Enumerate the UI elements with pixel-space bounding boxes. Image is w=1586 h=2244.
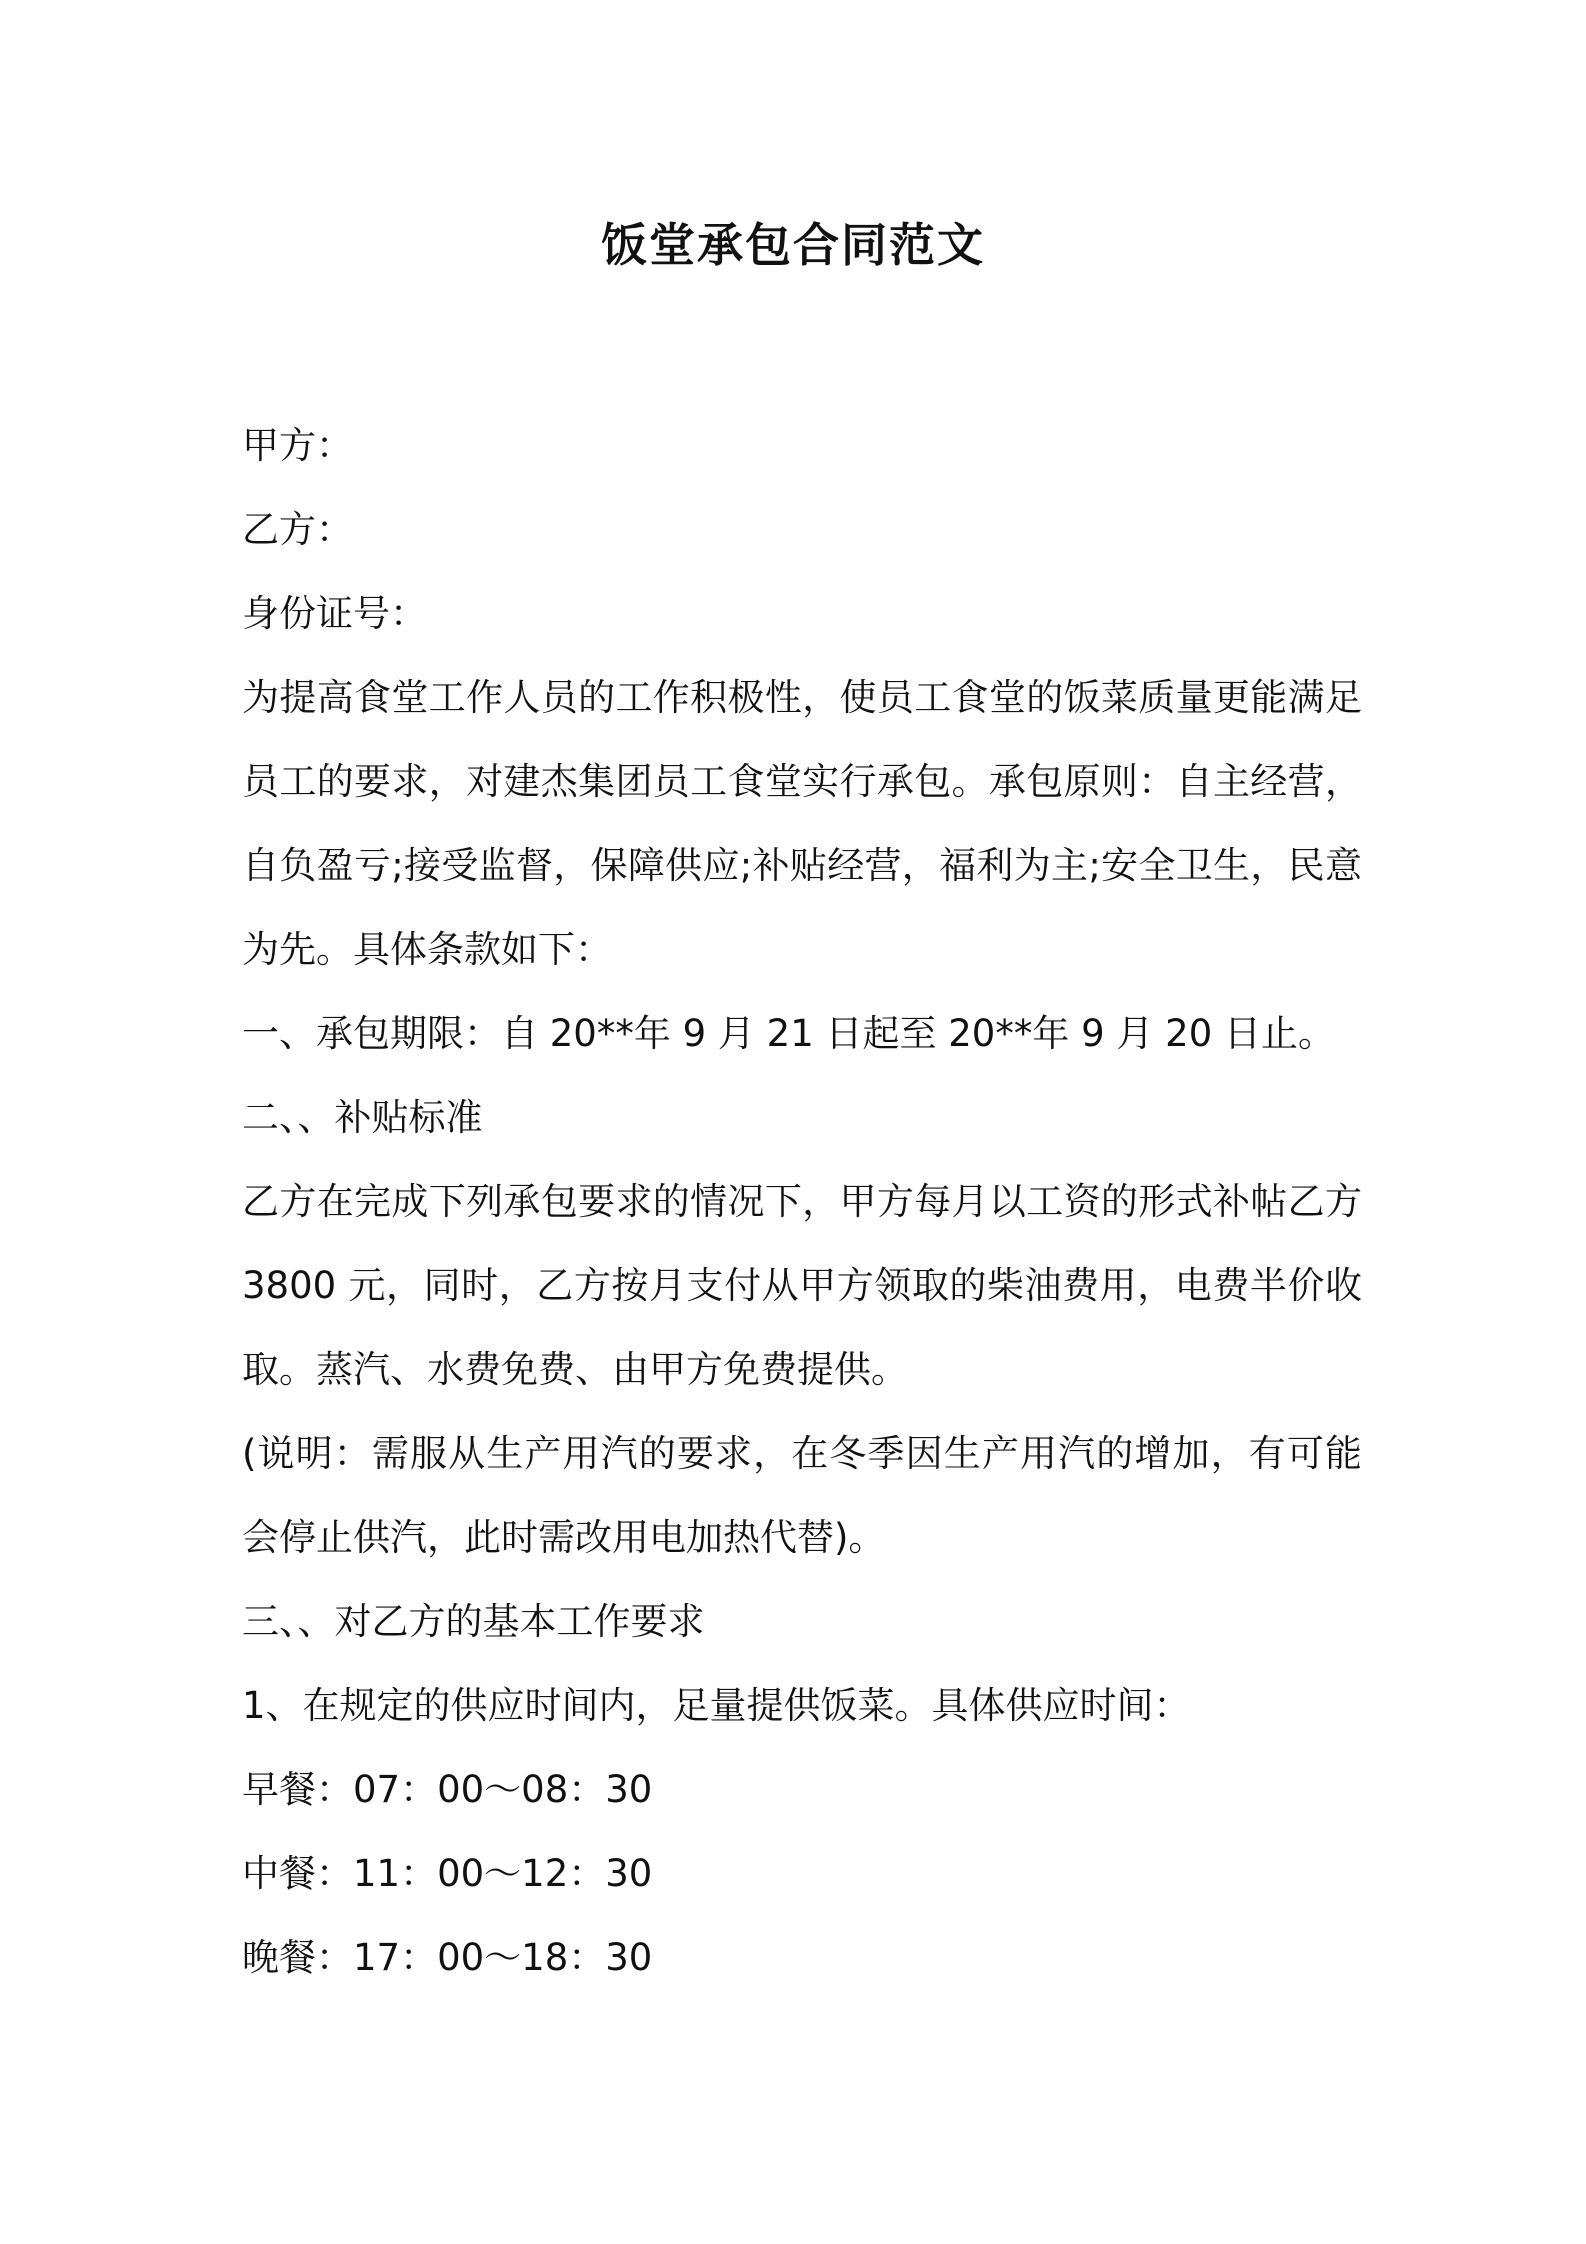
clause-2-heading: 二、、补贴标准 — [242, 1096, 483, 1139]
clause-2-line-3: 取。蒸汽、水费免费、由甲方免费提供。 — [242, 1348, 908, 1391]
line-party-b: 乙方： — [242, 508, 353, 551]
document-title: 饭堂承包合同范文 — [601, 218, 985, 272]
schedule-breakfast: 早餐：07：00～08：30 — [242, 1768, 653, 1811]
clause-1-term: 一、承包期限：自 20**年 9 月 21 日起至 20**年 9 月 20 日止。 — [242, 1012, 1336, 1055]
line-party-a: 甲方： — [242, 424, 353, 467]
clause-3-item-1: 1、在规定的供应时间内，足量提供饭菜。具体供应时间： — [242, 1684, 1191, 1727]
clause-2-note-line-1: (说明：需服从生产用汽的要求，在冬季因生产用汽的增加，有可能 — [242, 1432, 1362, 1475]
line-id-number: 身份证号： — [242, 592, 427, 635]
clause-2-line-2: 3800 元，同时，乙方按月支付从甲方领取的柴油费用，电费半价收 — [242, 1264, 1362, 1307]
schedule-dinner: 晚餐：17：00～18：30 — [242, 1936, 653, 1979]
clause-2-line-1: 乙方在完成下列承包要求的情况下，甲方每月以工资的形式补帖乙方 — [242, 1180, 1362, 1223]
clause-3-heading: 三、、对乙方的基本工作要求 — [242, 1600, 705, 1643]
schedule-lunch: 中餐：11：00～12：30 — [242, 1852, 653, 1895]
paragraph-intro-line-3: 自负盈亏;接受监督，保障供应;补贴经营，福利为主;安全卫生，民意 — [242, 844, 1362, 887]
document-body — [242, 404, 1362, 2000]
paragraph-intro-line-2: 员工的要求，对建杰集团员工食堂实行承包。承包原则：自主经营， — [242, 760, 1362, 803]
paragraph-intro-line-1: 为提高食堂工作人员的工作积极性，使员工食堂的饭菜质量更能满足 — [242, 676, 1362, 719]
paragraph-intro-line-4: 为先。具体条款如下： — [242, 928, 612, 971]
clause-2-note-line-2: 会停止供汽，此时需改用电加热代替)。 — [242, 1516, 886, 1559]
